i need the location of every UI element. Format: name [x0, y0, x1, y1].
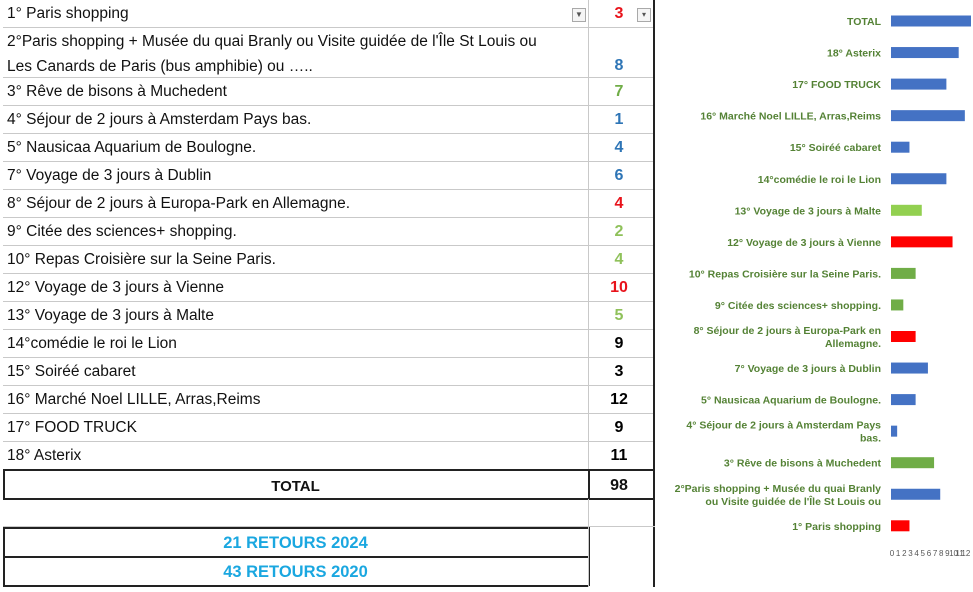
table-row: [3, 302, 655, 330]
row-label: [7, 221, 237, 243]
table-row: [3, 0, 655, 28]
x-tick-label: 2: [902, 549, 907, 558]
chart-category-label: 4° Séjour de 2 jours à Amsterdam Pays bas.: [686, 419, 881, 445]
chart-bar: [891, 363, 928, 374]
chart-category-label: 15° Soiréé cabaret: [789, 142, 881, 155]
row-value: 4: [614, 195, 624, 212]
row-label-line: Les Canards de Paris (bus amphibie) ou …..: [7, 58, 313, 75]
row-label-line: 13° Voyage de 3 jours à Malte: [7, 307, 214, 324]
row-value: 5: [614, 307, 624, 324]
column-divider: [588, 0, 589, 470]
row-label: [7, 361, 136, 383]
x-tick-label: 6: [926, 549, 932, 558]
row-label: [7, 29, 537, 79]
chart-category-label: 2°Paris shopping + Musée du quai Branly ou Visite guidée de l'Île St Louis ou: [674, 482, 881, 508]
chart-bar: [891, 268, 916, 279]
chart-category-label: 17° FOOD TRUCK: [792, 79, 881, 92]
total-bottom-border: [3, 498, 655, 500]
row-value: 4: [614, 251, 624, 268]
table-row: [3, 246, 655, 274]
x-tick-label: 5: [920, 549, 925, 558]
column-divider-lower: [588, 499, 589, 587]
row-label-line: 9° Citée des sciences+ shopping.: [7, 223, 237, 240]
chart-bar: [891, 331, 916, 342]
table-row: [3, 358, 655, 386]
row-value: 8: [614, 57, 624, 74]
row-label: [7, 3, 129, 25]
table-row: [3, 218, 655, 246]
chart-bar: [891, 299, 903, 310]
row-value: 3: [614, 5, 624, 22]
row-value: 1: [614, 111, 624, 128]
table-row: [3, 28, 655, 78]
x-tick-label: 1: [895, 549, 901, 558]
row-label-line: 4° Séjour de 2 jours à Amsterdam Pays bas.: [7, 111, 312, 128]
chart-category-label: 9° Citée des sciences+ shopping.: [714, 299, 881, 312]
table-row: [3, 274, 655, 302]
row-label: [7, 81, 227, 103]
chart-bar: [891, 457, 934, 468]
row-label-line: 14°comédie le roi le Lion: [7, 335, 177, 352]
row-label-line: 18° Asterix: [7, 447, 82, 464]
retours-2020: 43 RETOURS 2020: [223, 563, 368, 581]
chart-bar: [891, 16, 971, 27]
x-tick-label: 4: [914, 549, 919, 558]
chart-category-label: 16° Marché Noel LILLE, Arras,Reims: [700, 110, 881, 123]
row-label: [7, 277, 224, 299]
total-value: 98: [610, 477, 628, 494]
row-label-line: 5° Nausicaa Aquarium de Boulogne.: [7, 139, 257, 156]
total-label: TOTAL: [271, 478, 320, 495]
row-value: 9: [614, 419, 624, 436]
chart-category-label: 8° Séjour de 2 jours à Europa-Park en Allemagne.: [693, 325, 881, 350]
row-label: [7, 137, 256, 159]
chart-category-label: 10° Repas Croisière sur la Seine Paris.: [688, 268, 881, 281]
row-label: [7, 249, 276, 271]
row-label: [7, 389, 260, 411]
row-label-line: 10° Repas Croisière sur la Seine Paris.: [7, 251, 276, 268]
chart-category-label: 18° Asterix: [826, 47, 881, 60]
total-mid-border: [588, 469, 590, 499]
retours-bottom-border: [3, 585, 589, 587]
row-label: [7, 333, 177, 355]
chart-category-label: 5° Nausicaa Aquarium de Boulogne.: [700, 394, 881, 407]
chart-bar: [891, 520, 909, 531]
chart-bar: [891, 489, 940, 500]
x-tick-label: 8: [939, 549, 944, 558]
row-label: [7, 109, 311, 131]
row-value: 7: [614, 83, 624, 100]
chart-bar: [891, 205, 922, 216]
chart-category-label: 13° Voyage de 3 jours à Malte: [734, 205, 881, 218]
row-value: 3: [614, 363, 624, 380]
table-row: [3, 134, 655, 162]
chart-bar: [891, 79, 946, 90]
sort-filter-icon[interactable]: ▾: [637, 8, 651, 22]
row-label-line: 15° Soiréé cabaret: [7, 363, 136, 380]
x-tick-label: 10: [949, 549, 958, 558]
row-value: 9: [614, 335, 624, 352]
row-label: [7, 445, 81, 467]
row-label: [7, 305, 214, 327]
table-row: [3, 386, 655, 414]
chart-category-label: 7° Voyage de 3 jours à Dublin: [734, 363, 881, 376]
bar-chart: [658, 0, 973, 587]
row-label: [7, 417, 137, 439]
filter-dropdown-icon[interactable]: ▼: [572, 8, 586, 22]
x-tick-label: 3: [908, 549, 913, 558]
chart-bar: [891, 236, 953, 247]
table-row: [3, 442, 655, 470]
row-label: [7, 165, 211, 187]
row-label-line: 3° Rêve de bisons à Muchedent: [7, 83, 227, 100]
table-row: [3, 190, 655, 218]
chart-svg: [658, 0, 973, 587]
row-label: [7, 193, 350, 215]
row-label-line: 17° FOOD TRUCK: [7, 419, 137, 436]
row-label-line: 7° Voyage de 3 jours à Dublin: [7, 167, 212, 184]
chart-bar: [891, 142, 909, 153]
x-tick-label: 11: [955, 549, 964, 558]
retours-2024: 21 RETOURS 2024: [223, 534, 368, 552]
chart-bar: [891, 426, 897, 437]
retours-mid-border: [3, 556, 589, 558]
chart-category-label: 14°comédie le roi le Lion: [757, 173, 881, 186]
retours-left-border: [3, 527, 5, 586]
total-left-border: [3, 469, 5, 499]
row-value: 4: [614, 139, 624, 156]
chart-bar: [891, 173, 946, 184]
x-tick-label: 9: [945, 549, 950, 558]
chart-category-label: 1° Paris shopping: [792, 520, 881, 533]
chart-bar: [891, 110, 965, 121]
chart-bar: [891, 47, 959, 58]
chart-bar: [891, 394, 916, 405]
x-tick-label: 7: [932, 549, 938, 558]
chart-category-label: 12° Voyage de 3 jours à Vienne: [727, 236, 881, 249]
row-value: 11: [610, 447, 628, 464]
row-label-line: 8° Séjour de 2 jours à Europa-Park en Allemagne.: [7, 195, 351, 212]
total-top-border: [3, 469, 655, 471]
row-label-line: 12° Voyage de 3 jours à Vienne: [7, 279, 225, 296]
table-row: [3, 106, 655, 134]
chart-category-label: 3° Rêve de bisons à Muchedent: [723, 457, 881, 470]
row-value: 12: [610, 391, 628, 408]
row-value: 2: [614, 223, 624, 240]
table-row: [3, 330, 655, 358]
table-row: [3, 78, 655, 106]
x-tick-label: 12: [961, 549, 971, 558]
retours-top-border: [3, 527, 589, 529]
table-row: [3, 414, 655, 442]
x-tick-label: 0: [889, 549, 895, 558]
row-value: 10: [610, 279, 628, 296]
chart-category-label: TOTAL: [846, 16, 881, 28]
row-label-line: 1° Paris shopping: [7, 5, 129, 22]
row-label-line: 16° Marché Noel LILLE, Arras,Reims: [7, 391, 261, 408]
row-value: 6: [614, 167, 624, 184]
row-label-line: 2°Paris shopping + Musée du quai Branly ou Visite guidée de l'Île St Louis ou: [7, 33, 537, 50]
table-row: [3, 162, 655, 190]
